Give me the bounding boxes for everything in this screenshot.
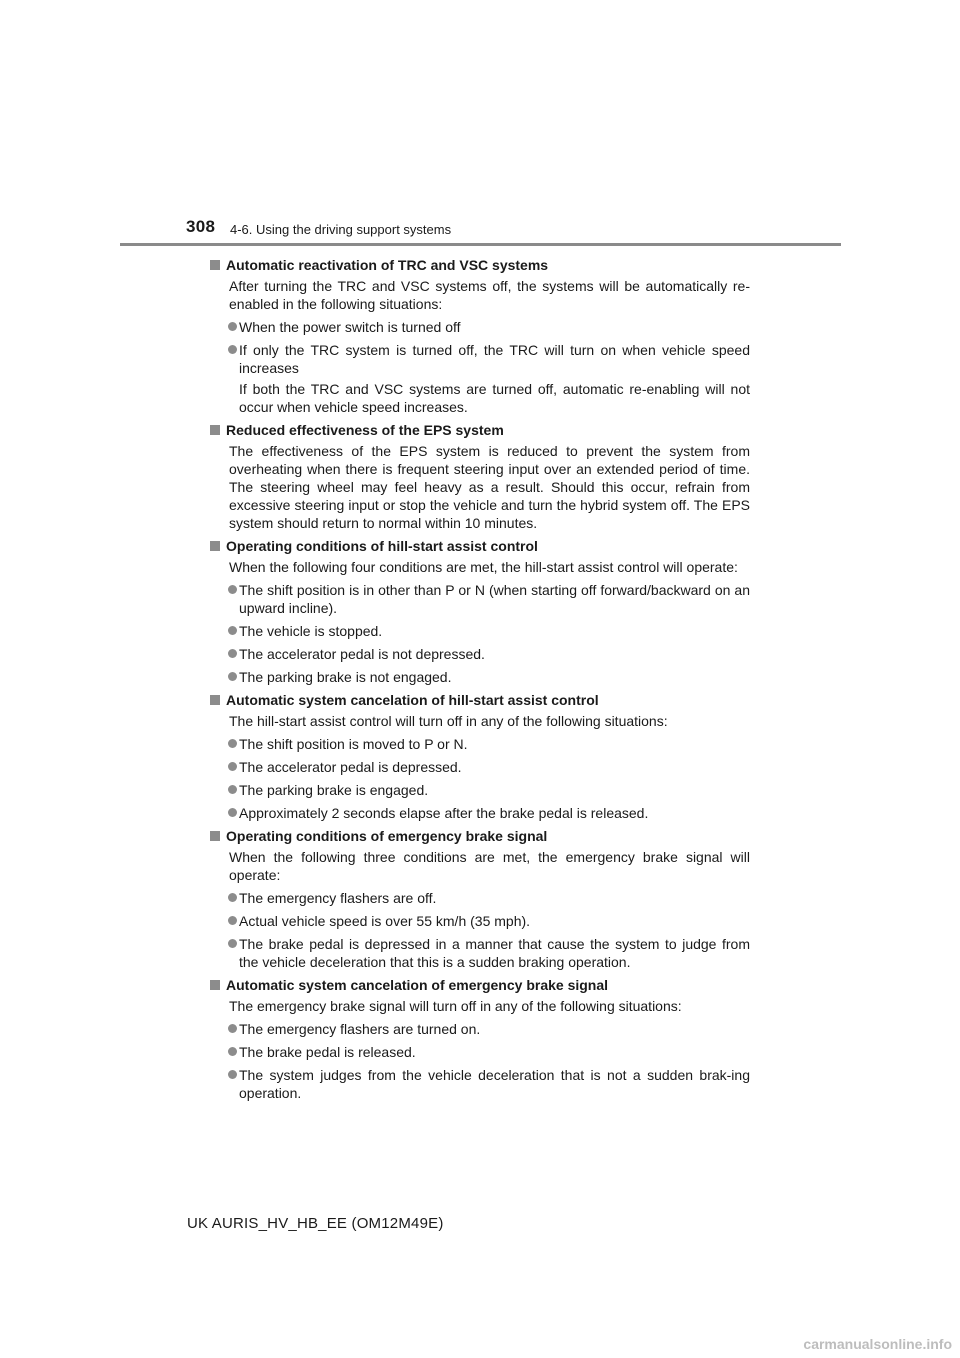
circle-bullet-icon: [228, 739, 237, 748]
list-item: The accelerator pedal is depressed.: [210, 758, 750, 776]
list-item: The shift position is in other than P or N (when starting off forward/backward on an upward incline).: [210, 581, 750, 617]
section-heading: Reduced effectiveness of the EPS system: [210, 421, 750, 439]
circle-bullet-icon: [228, 762, 237, 771]
section-hill-start-cancelation: [210, 691, 750, 822]
list-item: Actual vehicle speed is over 55 km/h (35 mph).: [210, 912, 750, 930]
section-text: The emergency brake signal will turn off in any of the following situations:: [229, 998, 682, 1014]
section-text: The effectiveness of the EPS system is reduced to prevent the system from overheating when there is frequent steering input over an extended period of time. The steering wheel may feel heavy as a result. Should this occur, refrain from excessive steering input or stop the vehicle and turn the hybrid system off. The EPS system should return to normal within 10 minutes.: [229, 443, 750, 531]
list-item-note: If both the TRC and VSC systems are turned off, automatic re-enabling will not occur when vehicle speed increases.: [239, 381, 750, 415]
watermark-link[interactable]: carmanualsonline.info: [803, 1336, 952, 1352]
list-item: The brake pedal is depressed in a manner that cause the system to judge from the vehicle deceleration that this is a sudden braking operation.: [210, 935, 750, 971]
section-emergency-brake-conditions: [210, 827, 750, 971]
section-heading: Automatic system cancelation of hill-start assist control: [210, 691, 750, 709]
section-emergency-brake-cancelation: [210, 976, 750, 1102]
list-item: When the power switch is turned off: [210, 318, 750, 336]
square-bullet-icon: [210, 541, 220, 551]
section-trc-vsc-reactivation: [210, 256, 750, 416]
circle-bullet-icon: [228, 672, 237, 681]
section-text: The hill-start assist control will turn off in any of the following situations:: [229, 713, 668, 729]
list-item: The accelerator pedal is not depressed.: [210, 645, 750, 663]
list-item: The brake pedal is released.: [210, 1043, 750, 1061]
section-heading: Operating conditions of emergency brake signal: [210, 827, 750, 845]
list-item: The parking brake is engaged.: [210, 781, 750, 799]
list-item: The emergency flashers are off.: [210, 889, 750, 907]
circle-bullet-icon: [228, 1047, 237, 1056]
list-item: The system judges from the vehicle deceleration that is not a sudden brak-ing operation.: [210, 1066, 750, 1102]
header-divider: [120, 243, 841, 246]
list-item: The emergency flashers are turned on.: [210, 1020, 750, 1038]
section-heading: Automatic reactivation of TRC and VSC systems: [210, 256, 750, 274]
square-bullet-icon: [210, 695, 220, 705]
section-text: After turning the TRC and VSC systems off, the systems will be automatically re-enabled in the following situations:: [229, 278, 750, 312]
circle-bullet-icon: [228, 649, 237, 658]
section-hill-start-conditions: [210, 537, 750, 686]
list-item: The shift position is moved to P or N.: [210, 735, 750, 753]
circle-bullet-icon: [228, 345, 237, 354]
list-item: Approximately 2 seconds elapse after the brake pedal is released.: [210, 804, 750, 822]
circle-bullet-icon: [228, 585, 237, 594]
page-content: [210, 254, 750, 1107]
circle-bullet-icon: [228, 916, 237, 925]
section-text: When the following four conditions are met, the hill-start assist control will operate:: [229, 559, 738, 575]
section-heading: Automatic system cancelation of emergency brake signal: [210, 976, 750, 994]
section-text: When the following three conditions are met, the emergency brake signal will operate:: [229, 849, 750, 883]
square-bullet-icon: [210, 260, 220, 270]
section-heading: Operating conditions of hill-start assist control: [210, 537, 750, 555]
section-title: 4-6. Using the driving support systems: [230, 222, 452, 237]
list-item: The parking brake is not engaged.: [210, 668, 750, 686]
list-item: The vehicle is stopped.: [210, 622, 750, 640]
circle-bullet-icon: [228, 1070, 237, 1079]
circle-bullet-icon: [228, 785, 237, 794]
section-eps-effectiveness: [210, 421, 750, 532]
circle-bullet-icon: [228, 893, 237, 902]
circle-bullet-icon: [228, 626, 237, 635]
square-bullet-icon: [210, 425, 220, 435]
circle-bullet-icon: [228, 808, 237, 817]
page-number: 308: [186, 217, 216, 236]
circle-bullet-icon: [228, 322, 237, 331]
list-item: If only the TRC system is turned off, the TRC will turn on when vehicle speed increases: [210, 341, 750, 377]
square-bullet-icon: [210, 980, 220, 990]
circle-bullet-icon: [228, 939, 237, 948]
square-bullet-icon: [210, 831, 220, 841]
circle-bullet-icon: [228, 1024, 237, 1033]
footer-model-code: UK AURIS_HV_HB_EE (OM12M49E): [187, 1215, 444, 1232]
